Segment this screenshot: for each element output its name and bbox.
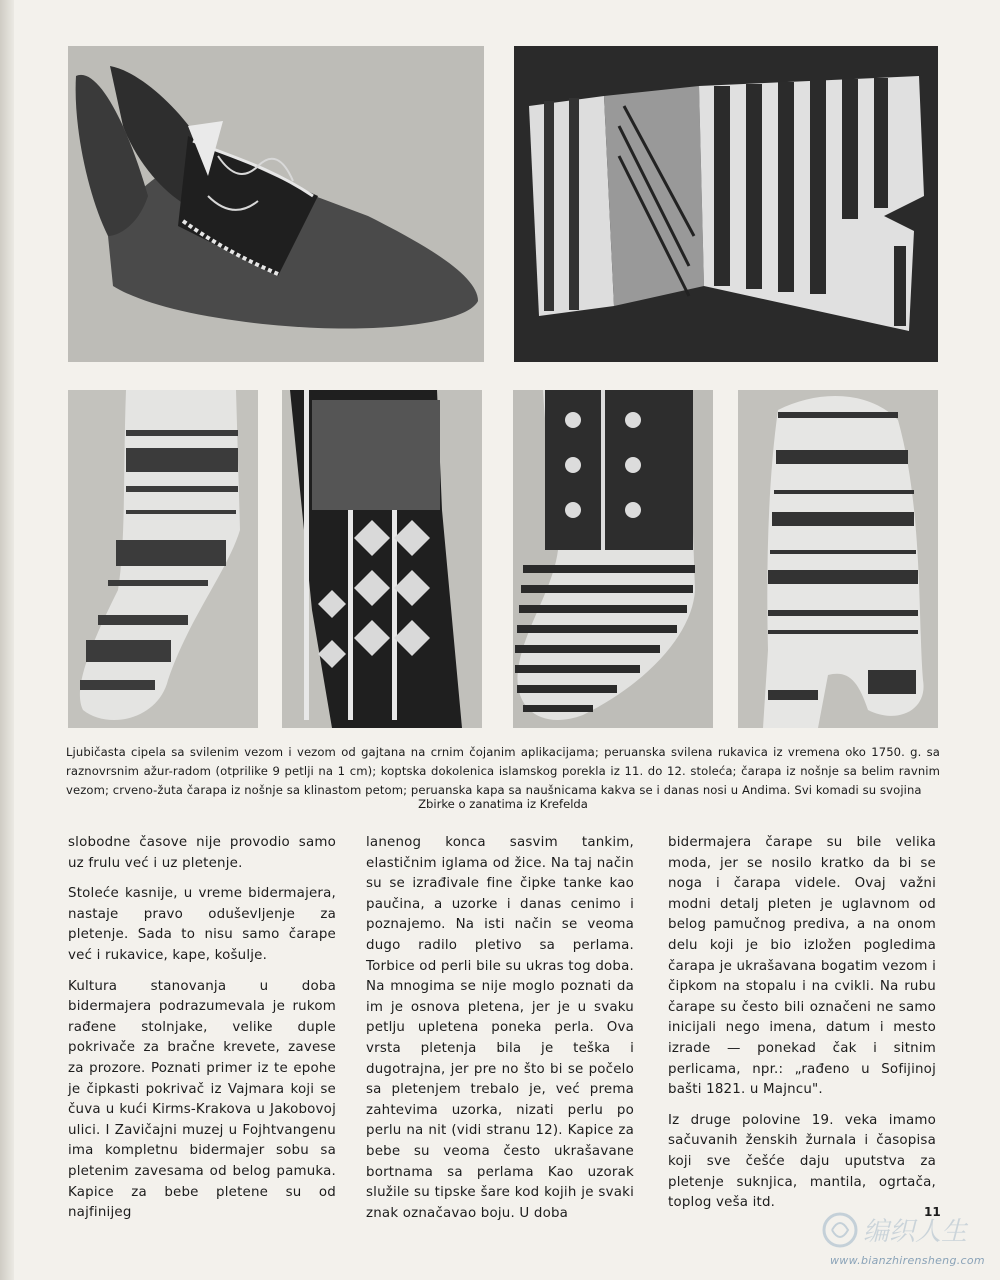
coptic-sock-illustration <box>68 390 258 728</box>
paragraph: Iz druge polovine 19. veka imamo sačuvanih ženskih žurnala i časopisa koji sve češće daju uputstva za pletenje suknjica, mantila, ogrtača, toplog veša itd. <box>668 1112 936 1211</box>
figure-caption: Ljubičasta cipela sa svilenim vezom i vezom od gajtana na crnim čojanim aplikacijama; peruanska svilena rukavica iz vremena oko 1750. g. sa raznovrsnim ažur-radom (otprilike 9 petlji na 1 cm); koptska dokolenica islamskog porekla iz 11. do 12. stoleća; čarapa iz nošnje sa belim ravnim vezom; crveno-žuta čarapa iz nošnje sa klinastom petom; peruanska kapa sa naušnicama kakva se i danas nosi u Andima. Svi komadi su svojina <box>66 745 940 797</box>
page-binding-edge <box>0 0 14 1280</box>
page-number: 11 <box>924 1205 941 1219</box>
white-embroidery-sock-illustration <box>282 390 482 728</box>
text-column-1 <box>68 833 336 1224</box>
text-column-2 <box>366 833 634 1224</box>
shoe-illustration <box>68 46 484 362</box>
figure-caption-credit: Zbirke o zanatima iz Krefelda <box>418 797 588 811</box>
photo-embroidered-shoe <box>68 46 484 362</box>
photo-red-yellow-costume-sock <box>513 390 713 728</box>
photo-coptic-knee-sock <box>68 390 258 728</box>
photo-costume-sock-white-embroidery <box>282 390 482 728</box>
paragraph: Kultura stanovanja u doba bidermajera podrazumevala je rukom rađene stolnjake, velike duple pokrivače za bračne krevete, zavese za prozore. Poznati primer iz te epohe je čipkasti pokrivač iz Vajmara koji se čuva u kući Kirms-Krakova u Jakobovoj ulici. I Zavičajni muzej u Fojhtvangenu ima kompletnu bidermajer sobu sa pletenim zavesama od belog pamuka. Kapice za bebe pletene su od najfinijeg <box>68 978 336 1221</box>
cap-illustration <box>738 390 938 728</box>
watermark-url: www.bianzhirensheng.com <box>830 1254 985 1267</box>
striped-sock-illustration <box>513 390 713 728</box>
paragraph: lanenog konca sasvim tankim, elastičnim iglama od žice. Na taj način su se izrađivale fine čipke tanke kao paučina, a uzorke i danas cenimo i poznajemo. Na isti način se veoma dugo radilo pletivo sa perlama. Torbice od perli bile su ukras tog doba. Na mnogima se nije moglo poznati da im je osnova pletena, jer je u svaku petlju upletena poneka perla. Ova vrsta pletenja bila je teška i dugotrajna, jer pre no što bi se počelo sa pletenjem trebalo je, već prema zahtevima uzorka, nizati perlu po perlu na nit (vidi stranu 12). Kapice za bebe su veoma često ukrašavane bortnama sa perlama Kao uzorak služile su tipske šare kod kojih je svaki znak označavao boju. U doba <box>366 835 634 1221</box>
paragraph: bidermajera čarape su bile velika moda, jer se nosilo kratko da bi se noga i čarapa videle. Ovaj važni modni detalj pleten je uglavnom od belog pamučnog prediva, a na onom delu koji je bio izložen pogledima čarapa je ukrašavana bogatim vezom i čipkom na stopalu i na cvikli. Na rubu čarape su često bili označeni ne samo inicijali nego imena, datum i mesto izrade — ponekad čak i sitnim perlicama, npr.: „rađeno u Sofijinoj bašti 1821. u Majncu". <box>668 835 936 1098</box>
glove-illustration <box>514 46 938 362</box>
paragraph: Stoleće kasnije, u vreme bidermajera, nastaje pravo oduševljenje za pletenje. Sada to nisu samo čarape već i rukavice, kape, košulje. <box>68 886 336 963</box>
photo-peruvian-glove <box>514 46 938 362</box>
text-column-3 <box>668 833 936 1214</box>
svg-text:编织人生: 编织人生 <box>863 1217 968 1247</box>
paragraph: slobodne časove nije provodio samo uz frulu već i uz pletenje. <box>68 835 336 871</box>
photo-peruvian-earflap-cap <box>738 390 938 728</box>
